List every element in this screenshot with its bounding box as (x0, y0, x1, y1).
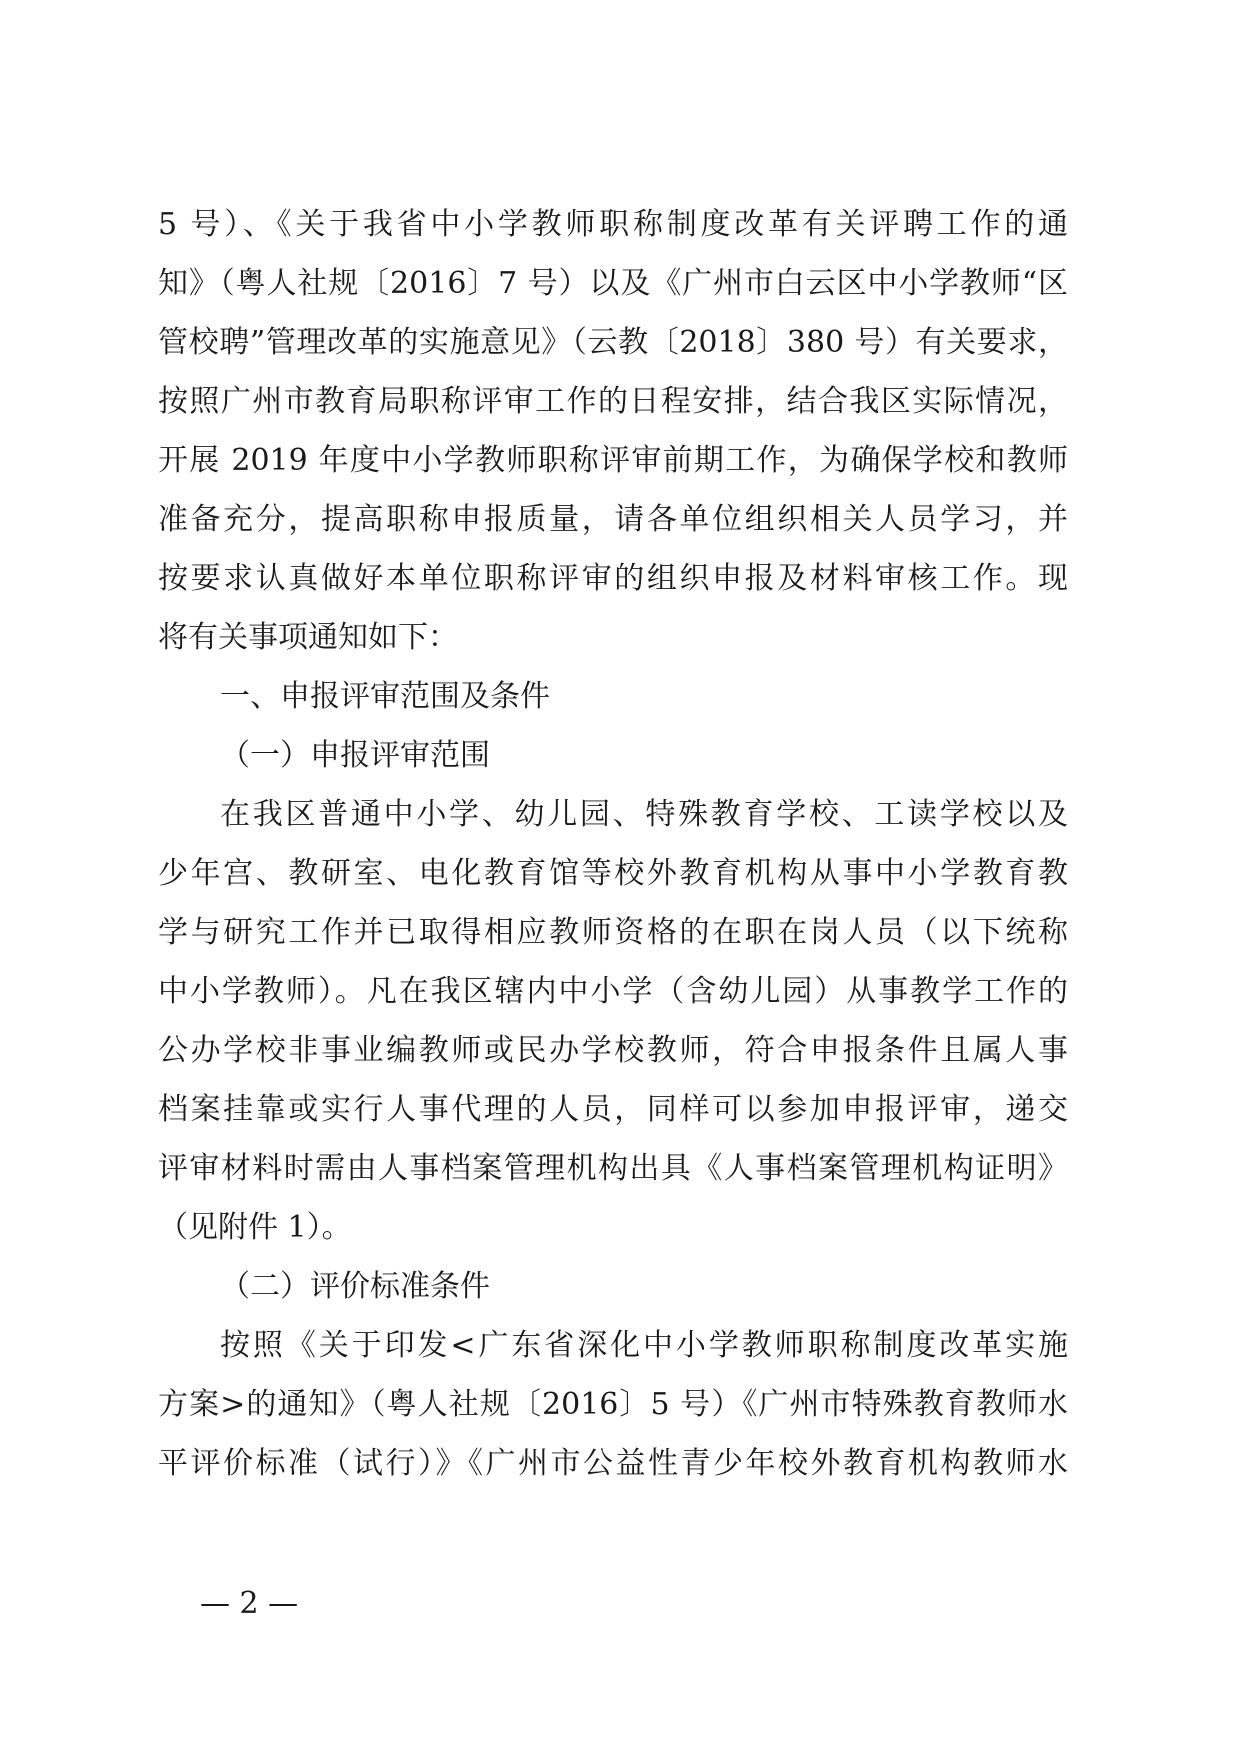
subsection-2-heading: （二）评价标准条件 (220, 1269, 490, 1304)
subsection-1-heading: （一）申报评审范围 (220, 738, 490, 773)
intro-line-8: 将有关事项通知如下： (158, 620, 458, 655)
intro-line-6: 准备充分，提高职称申报质量，请各单位组织相关人员学习，并 (158, 502, 1068, 537)
scope-line-5: 公办学校非事业编教师或民办学校教师，符合申报条件且属人事 (158, 1033, 1068, 1068)
section-1-heading: 一、申报评审范围及条件 (220, 679, 550, 714)
intro-line-3: 管校聘”管理改革的实施意见》（云教〔2018〕380 号）有关要求， (158, 325, 1068, 360)
intro-line-7: 按要求认真做好本单位职称评审的组织申报及材料审核工作。现 (158, 561, 1068, 596)
intro-line-2: 知》（粤人社规〔2016〕7 号）以及《广州市白云区中小学教师“区 (158, 266, 1068, 301)
intro-line-5: 开展 2019 年度中小学教师职称评审前期工作，为确保学校和教师 (158, 443, 1068, 478)
intro-line-4: 按照广州市教育局职称评审工作的日程安排，结合我区实际情况， (158, 384, 1068, 419)
scope-line-6: 档案挂靠或实行人事代理的人员，同样可以参加申报评审，递交 (158, 1092, 1068, 1127)
criteria-line-2: 方案>的通知》（粤人社规〔2016〕5 号）《广州市特殊教育教师水 (158, 1387, 1068, 1422)
scope-line-4: 中小学教师）。凡在我区辖内中小学（含幼儿园）从事教学工作的 (158, 974, 1068, 1009)
scope-line-1: 在我区普通中小学、幼儿园、特殊教育学校、工读学校以及 (220, 797, 1068, 832)
scope-line-3: 学与研究工作并已取得相应教师资格的在职在岗人员（以下统称 (158, 915, 1068, 950)
scope-line-7: 评审材料时需由人事档案管理机构出具《人事档案管理机构证明》 (158, 1151, 1068, 1186)
intro-line-1: 5 号）、《关于我省中小学教师职称制度改革有关评聘工作的通 (158, 207, 1068, 242)
criteria-line-3: 平评价标准（试行）》《广州市公益性青少年校外教育机构教师水 (158, 1446, 1068, 1481)
criteria-line-1: 按照《关于印发<广东省深化中小学教师职称制度改革实施 (220, 1328, 1068, 1363)
page-number: — 2 — (200, 1586, 299, 1621)
scope-line-2: 少年宫、教研室、电化教育馆等校外教育机构从事中小学教育教 (158, 856, 1068, 891)
scope-line-8: （见附件 1）。 (158, 1210, 352, 1245)
